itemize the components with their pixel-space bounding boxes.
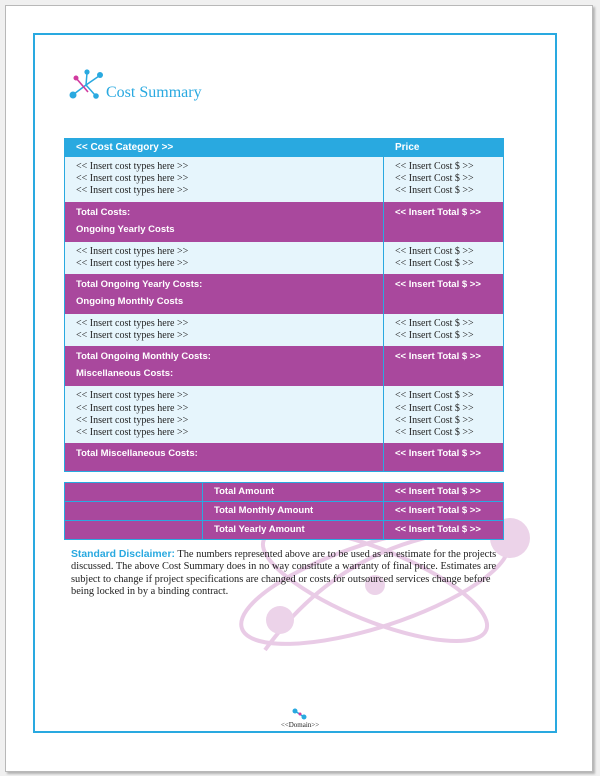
cost-type-item: << Insert cost types here >> xyxy=(76,185,189,197)
table-row xyxy=(65,242,504,274)
summary-table xyxy=(64,482,504,540)
summary-value: << Insert Total $ >> xyxy=(384,483,504,502)
cost-value: << Insert Cost $ >> xyxy=(395,318,474,330)
cost-value: << Insert Cost $ >> xyxy=(395,427,474,439)
header-price: Price xyxy=(384,139,504,158)
cost-type-item: << Insert cost types here >> xyxy=(76,330,189,342)
summary-value: << Insert Total $ >> xyxy=(384,521,504,540)
total-value: << Insert Total $ >> xyxy=(395,448,481,460)
disclaimer-paragraph xyxy=(71,549,501,599)
total-value: << Insert Total $ >> xyxy=(395,206,481,218)
cost-type-item: << Insert cost types here >> xyxy=(76,427,189,439)
table-row xyxy=(65,386,504,443)
cost-value: << Insert Cost $ >> xyxy=(395,414,474,426)
summary-label: Total Monthly Amount xyxy=(203,502,384,521)
cost-type-item: << Insert cost types here >> xyxy=(76,161,189,172)
cost-type-item: << Insert cost types here >> xyxy=(76,414,189,426)
section-heading: Miscellaneous Costs: xyxy=(76,368,174,380)
total-label: Total Miscellaneous Costs: xyxy=(76,448,198,460)
cost-value: << Insert Cost $ >> xyxy=(395,161,474,172)
section-heading: Ongoing Monthly Costs xyxy=(76,296,184,308)
total-value: << Insert Total $ >> xyxy=(395,351,481,363)
page-title: Cost Summary xyxy=(106,84,202,101)
disclaimer-label: Standard Disclaimer: xyxy=(71,549,175,560)
header-cost-category: << Cost Category >> xyxy=(65,139,384,158)
cost-type-item: << Insert cost types here >> xyxy=(76,402,189,414)
section-heading: Ongoing Yearly Costs xyxy=(76,223,175,235)
cost-summary-table xyxy=(64,138,504,472)
summary-row xyxy=(65,502,504,521)
total-label: Total Costs: xyxy=(76,206,131,218)
total-row xyxy=(65,346,504,386)
total-row xyxy=(65,274,504,314)
summary-row xyxy=(65,521,504,540)
cost-type-item: << Insert cost types here >> xyxy=(76,173,189,185)
cost-value: << Insert Cost $ >> xyxy=(395,257,474,269)
cost-value: << Insert Cost $ >> xyxy=(395,402,474,414)
molecule-logo-icon xyxy=(66,68,106,102)
summary-label: Total Yearly Amount xyxy=(203,521,384,540)
table-row xyxy=(65,157,504,202)
summary-label: Total Amount xyxy=(203,483,384,502)
cost-value: << Insert Cost $ >> xyxy=(395,245,474,257)
cost-type-item: << Insert cost types here >> xyxy=(76,257,189,269)
summary-value: << Insert Total $ >> xyxy=(384,502,504,521)
disclaimer-text: The numbers represented above are to be used as an estimate for the projects discussed. The above Cost Summary does in no way constitute a warranty of final price. Estimates are subject to change if project specifications are changed or costs for outsourced services change before being locked in by a binding contract. xyxy=(71,549,497,598)
cost-value: << Insert Cost $ >> xyxy=(395,173,474,185)
total-value: << Insert Total $ >> xyxy=(395,279,481,291)
total-label: Total Ongoing Monthly Costs: xyxy=(76,351,211,363)
cost-value: << Insert Cost $ >> xyxy=(395,185,474,197)
molecule-footer-icon xyxy=(291,708,309,720)
cost-value: << Insert Cost $ >> xyxy=(395,390,474,402)
total-row xyxy=(65,202,504,242)
footer-domain: <<Domain>> xyxy=(280,721,320,729)
cost-type-item: << Insert cost types here >> xyxy=(76,245,189,257)
table-row xyxy=(65,314,504,346)
cost-type-item: << Insert cost types here >> xyxy=(76,390,189,402)
total-label: Total Ongoing Yearly Costs: xyxy=(76,279,203,291)
table-header-row xyxy=(65,139,504,158)
cost-type-item: << Insert cost types here >> xyxy=(76,318,189,330)
cost-value: << Insert Cost $ >> xyxy=(395,330,474,342)
summary-row xyxy=(65,483,504,502)
total-row xyxy=(65,443,504,472)
